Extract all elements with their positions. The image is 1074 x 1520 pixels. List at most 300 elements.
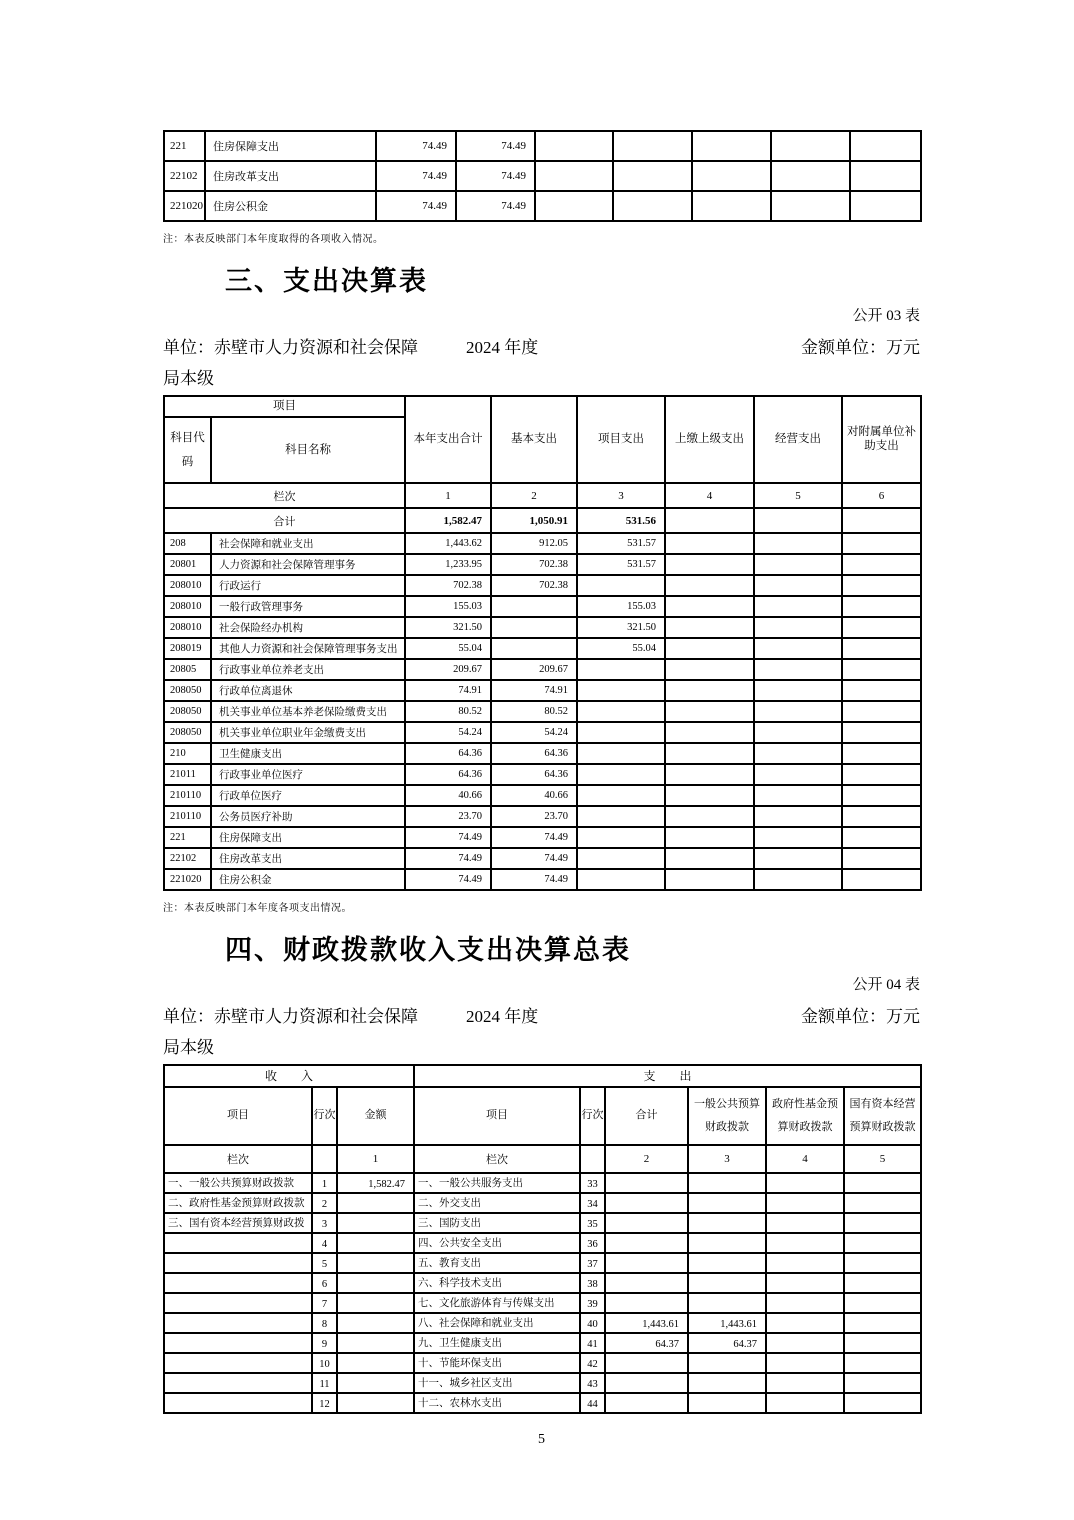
amount-cell xyxy=(754,785,842,806)
amount-cell: 74.49 xyxy=(491,869,577,890)
subject-code-cell: 208050 xyxy=(164,680,211,701)
amount-cell xyxy=(577,680,665,701)
open-table-label-03: 公开 03 表 xyxy=(852,308,920,324)
amount-cell: 54.24 xyxy=(491,722,577,743)
amount-cell: 209.67 xyxy=(405,659,491,680)
expenditure-table xyxy=(163,395,922,891)
expense-line-no-cell: 34 xyxy=(580,1193,605,1213)
subject-name-cell: 机关事业单位基本养老保险缴费支出 xyxy=(211,701,405,722)
state-capital-header: 国有资本经营预算财政拨款 xyxy=(844,1087,921,1145)
table-row xyxy=(164,1393,921,1413)
income-line-no-cell: 1 xyxy=(312,1173,337,1193)
table-row xyxy=(164,596,921,617)
amount-cell xyxy=(842,596,921,617)
header-row-project xyxy=(164,396,921,417)
amount-cell xyxy=(842,533,921,554)
unit-label-line2: 局本级 xyxy=(163,369,214,388)
amount-cell xyxy=(577,764,665,785)
col-header-project-expense: 项目支出 xyxy=(577,396,665,483)
col-header-total-expense: 本年支出合计 xyxy=(405,396,491,483)
state-capital-cell xyxy=(844,1173,921,1193)
expense-item-cell: 十一、城乡社区支出 xyxy=(414,1373,580,1393)
total-value: 531.56 xyxy=(577,508,665,533)
income-line-no-cell: 10 xyxy=(312,1353,337,1373)
amount-cell xyxy=(842,701,921,722)
amount-cell: 74.49 xyxy=(456,191,535,221)
amount-cell xyxy=(754,659,842,680)
amount-cell xyxy=(754,827,842,848)
state-capital-cell xyxy=(844,1313,921,1333)
income-table-note: 注：本表反映部门本年度取得的各项收入情况。 xyxy=(163,234,384,245)
table-row xyxy=(164,1253,921,1273)
income-line-no-cell: 8 xyxy=(312,1313,337,1333)
amount-cell xyxy=(577,575,665,596)
subject-code-cell: 221020 xyxy=(164,191,205,221)
income-item-cell xyxy=(164,1273,312,1293)
amount-cell xyxy=(754,848,842,869)
income-amount-cell xyxy=(337,1193,414,1213)
income-amount-cell: 1,582.47 xyxy=(337,1173,414,1193)
expense-item-cell: 二、外交支出 xyxy=(414,1193,580,1213)
table-row xyxy=(164,191,921,221)
amount-cell xyxy=(577,722,665,743)
amount-cell: 702.38 xyxy=(491,575,577,596)
lanci-3: 3 xyxy=(577,483,665,508)
gov-fund-cell xyxy=(766,1333,844,1353)
state-capital-cell xyxy=(844,1373,921,1393)
general-budget-cell: 1,443.61 xyxy=(688,1313,766,1333)
amount-cell: 64.36 xyxy=(491,764,577,785)
income-amount-cell xyxy=(337,1373,414,1393)
amount-cell xyxy=(613,191,692,221)
expense-item-cell: 七、文化旅游体育与传媒支出 xyxy=(414,1293,580,1313)
table-row xyxy=(164,533,921,554)
amount-cell xyxy=(850,161,921,191)
amount-cell xyxy=(771,131,850,161)
amount-cell: 74.49 xyxy=(405,869,491,890)
state-capital-cell xyxy=(844,1293,921,1313)
amount-cell: 531.57 xyxy=(577,533,665,554)
table-row xyxy=(164,764,921,785)
amount-cell: 74.91 xyxy=(491,680,577,701)
table-row xyxy=(164,1173,921,1193)
amount-cell xyxy=(842,869,921,890)
expenditure-table-note: 注：本表反映部门本年度各项支出情况。 xyxy=(163,903,352,914)
amount-cell xyxy=(665,827,754,848)
amount-cell: 702.38 xyxy=(491,554,577,575)
income-table-continuation xyxy=(163,130,922,222)
year-label: 2024 年度 xyxy=(466,1007,539,1026)
amount-cell xyxy=(771,191,850,221)
gov-fund-cell xyxy=(766,1213,844,1233)
subject-name-cell: 行政运行 xyxy=(211,575,405,596)
income-line-no-cell: 4 xyxy=(312,1233,337,1253)
expense-total-header: 合计 xyxy=(605,1087,688,1145)
table-row xyxy=(164,680,921,701)
amount-cell: 74.49 xyxy=(376,131,456,161)
total-value xyxy=(754,508,842,533)
amount-cell xyxy=(754,722,842,743)
col-header-operating-expense: 经营支出 xyxy=(754,396,842,483)
income-line-no-cell: 6 xyxy=(312,1273,337,1293)
table-row xyxy=(164,1233,921,1253)
subject-name-cell: 机关事业单位职业年金缴费支出 xyxy=(211,722,405,743)
lanci-4: 4 xyxy=(665,483,754,508)
lanci-2: 2 xyxy=(491,483,577,508)
expense-item-cell: 四、公共安全支出 xyxy=(414,1233,580,1253)
total-row xyxy=(164,508,921,533)
amount-cell xyxy=(665,554,754,575)
gov-fund-cell xyxy=(766,1293,844,1313)
amount-cell: 74.49 xyxy=(491,848,577,869)
table-row xyxy=(164,617,921,638)
amount-cell xyxy=(665,596,754,617)
total-value xyxy=(842,508,921,533)
amount-cell xyxy=(665,617,754,638)
amount-cell: 23.70 xyxy=(491,806,577,827)
table-row xyxy=(164,1353,921,1373)
lanci-label: 栏次 xyxy=(414,1145,580,1173)
amount-cell xyxy=(842,638,921,659)
amount-cell: 40.66 xyxy=(405,785,491,806)
expense-total-cell xyxy=(605,1373,688,1393)
table-row xyxy=(164,161,921,191)
expense-total-cell xyxy=(605,1253,688,1273)
amount-cell xyxy=(491,617,577,638)
amount-cell xyxy=(665,785,754,806)
subject-name-cell: 行政单位医疗 xyxy=(211,785,405,806)
subject-code-cell: 208010 xyxy=(164,596,211,617)
open-table-label-04: 公开 04 表 xyxy=(852,977,920,993)
amount-cell xyxy=(754,575,842,596)
expense-total-cell xyxy=(605,1173,688,1193)
table-row xyxy=(164,1373,921,1393)
amount-cell xyxy=(535,131,613,161)
total-value: 1,582.47 xyxy=(405,508,491,533)
income-amount-cell xyxy=(337,1253,414,1273)
subject-name-cell: 其他人力资源和社会保障管理事务支出 xyxy=(211,638,405,659)
state-capital-cell xyxy=(844,1233,921,1253)
amount-cell: 209.67 xyxy=(491,659,577,680)
amount-cell xyxy=(665,680,754,701)
income-line-no-cell: 2 xyxy=(312,1193,337,1213)
amount-cell: 1,443.62 xyxy=(405,533,491,554)
amount-cell xyxy=(613,131,692,161)
subject-code-cell: 208010 xyxy=(164,617,211,638)
section4-meta xyxy=(163,1002,920,1027)
subject-name-cell: 住房公积金 xyxy=(205,191,376,221)
state-capital-cell xyxy=(844,1273,921,1293)
state-capital-cell xyxy=(844,1393,921,1413)
general-budget-cell xyxy=(688,1353,766,1373)
amount-cell xyxy=(692,191,771,221)
expense-item-cell: 五、教育支出 xyxy=(414,1253,580,1273)
subject-code-cell: 22102 xyxy=(164,161,205,191)
income-item-cell xyxy=(164,1373,312,1393)
amount-cell xyxy=(577,848,665,869)
expense-project-header: 项目 xyxy=(414,1087,580,1145)
expense-total-cell xyxy=(605,1273,688,1293)
amount-cell xyxy=(754,701,842,722)
amount-cell xyxy=(850,131,921,161)
amount-cell xyxy=(842,806,921,827)
subject-name-cell: 人力资源和社会保障管理事务 xyxy=(211,554,405,575)
table-row xyxy=(164,1293,921,1313)
amount-cell xyxy=(754,638,842,659)
column-index-row xyxy=(164,483,921,508)
lanci-2: 2 xyxy=(605,1145,688,1173)
subject-code-cell: 208010 xyxy=(164,575,211,596)
amount-cell xyxy=(754,869,842,890)
expense-total-cell xyxy=(605,1233,688,1253)
expense-line-no-cell: 39 xyxy=(580,1293,605,1313)
subject-name-cell: 住房改革支出 xyxy=(211,848,405,869)
expense-item-cell: 十、节能环保支出 xyxy=(414,1353,580,1373)
header-row-columns xyxy=(164,1087,921,1145)
table-row xyxy=(164,131,921,161)
gov-fund-cell xyxy=(766,1393,844,1413)
income-item-cell xyxy=(164,1253,312,1273)
gov-fund-cell xyxy=(766,1253,844,1273)
amount-cell: 23.70 xyxy=(405,806,491,827)
amount-cell: 64.36 xyxy=(405,743,491,764)
amount-cell: 54.24 xyxy=(405,722,491,743)
expense-line-no-cell: 36 xyxy=(580,1233,605,1253)
income-amount-cell xyxy=(337,1313,414,1333)
amount-cell xyxy=(535,191,613,221)
fiscal-summary-table xyxy=(163,1064,922,1414)
general-budget-cell xyxy=(688,1393,766,1413)
year-label: 2024 年度 xyxy=(466,338,539,357)
table-row xyxy=(164,785,921,806)
amount-cell xyxy=(842,659,921,680)
amount-cell xyxy=(842,617,921,638)
general-budget-cell xyxy=(688,1373,766,1393)
amount-cell: 1,233.95 xyxy=(405,554,491,575)
table-row xyxy=(164,743,921,764)
gov-fund-cell xyxy=(766,1173,844,1193)
amount-cell: 155.03 xyxy=(405,596,491,617)
expense-item-cell: 三、国防支出 xyxy=(414,1213,580,1233)
table-row xyxy=(164,1213,921,1233)
income-project-header: 项目 xyxy=(164,1087,312,1145)
amount-cell xyxy=(665,638,754,659)
amount-cell xyxy=(613,161,692,191)
lanci-label: 栏次 xyxy=(164,483,405,508)
table-row xyxy=(164,869,921,890)
income-amount-header: 金额 xyxy=(337,1087,414,1145)
general-budget-cell xyxy=(688,1233,766,1253)
income-line-no-cell: 3 xyxy=(312,1213,337,1233)
state-capital-cell xyxy=(844,1353,921,1373)
total-label: 合计 xyxy=(164,508,405,533)
amount-cell xyxy=(842,575,921,596)
gov-fund-cell xyxy=(766,1373,844,1393)
expense-line-no-cell: 43 xyxy=(580,1373,605,1393)
table-row xyxy=(164,848,921,869)
expense-line-no-cell: 35 xyxy=(580,1213,605,1233)
subject-code-cell: 21011 xyxy=(164,764,211,785)
amount-cell: 64.36 xyxy=(491,743,577,764)
amount-cell: 912.05 xyxy=(491,533,577,554)
general-budget-cell xyxy=(688,1193,766,1213)
income-amount-cell xyxy=(337,1213,414,1233)
total-value xyxy=(665,508,754,533)
income-line-no-cell: 7 xyxy=(312,1293,337,1313)
subject-name-cell: 公务员医疗补助 xyxy=(211,806,405,827)
amount-cell: 80.52 xyxy=(405,701,491,722)
unit-label: 单位：赤壁市人力资源和社会保障 xyxy=(163,1007,418,1026)
table-row xyxy=(164,701,921,722)
expense-total-cell xyxy=(605,1353,688,1373)
table-row xyxy=(164,575,921,596)
amount-cell xyxy=(754,617,842,638)
amount-cell xyxy=(577,869,665,890)
amount-cell xyxy=(665,722,754,743)
amount-cell xyxy=(754,743,842,764)
amount-cell xyxy=(692,161,771,191)
subject-code-cell: 208050 xyxy=(164,701,211,722)
lanci-5: 5 xyxy=(754,483,842,508)
amount-cell: 321.50 xyxy=(577,617,665,638)
general-budget-cell xyxy=(688,1173,766,1193)
general-budget-cell xyxy=(688,1273,766,1293)
amount-cell xyxy=(665,701,754,722)
expense-line-no-cell: 44 xyxy=(580,1393,605,1413)
income-item-cell xyxy=(164,1233,312,1253)
amount-cell xyxy=(754,554,842,575)
amount-cell: 64.36 xyxy=(405,764,491,785)
income-line-no-cell: 12 xyxy=(312,1393,337,1413)
amount-cell xyxy=(577,701,665,722)
table-row xyxy=(164,827,921,848)
amount-cell: 55.04 xyxy=(405,638,491,659)
subject-code-header: 科目代码 xyxy=(164,417,211,483)
expense-line-no-cell: 33 xyxy=(580,1173,605,1193)
section3-title: 三、支出决算表 xyxy=(225,266,428,296)
subject-name-cell: 行政事业单位医疗 xyxy=(211,764,405,785)
amount-cell xyxy=(842,554,921,575)
amount-cell: 55.04 xyxy=(577,638,665,659)
subject-code-cell: 20801 xyxy=(164,554,211,575)
income-item-cell xyxy=(164,1353,312,1373)
state-capital-cell xyxy=(844,1213,921,1233)
state-capital-cell xyxy=(844,1253,921,1273)
amount-cell: 74.49 xyxy=(456,161,535,191)
amount-cell xyxy=(754,806,842,827)
amount-cell xyxy=(665,848,754,869)
gov-fund-cell xyxy=(766,1353,844,1373)
amount-cell xyxy=(577,827,665,848)
column-index-row xyxy=(164,1145,921,1173)
expense-total-cell xyxy=(605,1193,688,1213)
amount-cell xyxy=(577,743,665,764)
income-line-no-cell: 9 xyxy=(312,1333,337,1353)
lanci-5: 5 xyxy=(844,1145,921,1173)
amount-cell: 40.66 xyxy=(491,785,577,806)
amount-unit-label: 金额单位：万元 xyxy=(801,338,920,357)
amount-cell xyxy=(665,659,754,680)
expense-item-cell: 八、社会保障和就业支出 xyxy=(414,1313,580,1333)
page-number: 5 xyxy=(538,1432,545,1447)
subject-name-cell: 行政事业单位养老支出 xyxy=(211,659,405,680)
subject-code-cell: 210 xyxy=(164,743,211,764)
amount-cell: 74.49 xyxy=(405,827,491,848)
table-row xyxy=(164,1333,921,1353)
amount-cell xyxy=(692,131,771,161)
amount-cell xyxy=(842,827,921,848)
income-line-header: 行次 xyxy=(312,1087,337,1145)
expense-item-cell: 九、卫生健康支出 xyxy=(414,1333,580,1353)
unit-label: 单位：赤壁市人力资源和社会保障 xyxy=(163,338,418,357)
gov-fund-cell xyxy=(766,1273,844,1293)
amount-cell xyxy=(665,869,754,890)
amount-cell xyxy=(665,533,754,554)
lanci-blank xyxy=(312,1145,337,1173)
lanci-4: 4 xyxy=(766,1145,844,1173)
expense-item-cell: 六、科学技术支出 xyxy=(414,1273,580,1293)
general-budget-cell xyxy=(688,1213,766,1233)
general-budget-header: 一般公共预算财政拨款 xyxy=(688,1087,766,1145)
income-amount-cell xyxy=(337,1293,414,1313)
total-value: 1,050.91 xyxy=(491,508,577,533)
subject-code-cell: 208019 xyxy=(164,638,211,659)
income-item-cell xyxy=(164,1333,312,1353)
income-amount-cell xyxy=(337,1233,414,1253)
amount-cell xyxy=(842,764,921,785)
subject-name-cell: 社会保障和就业支出 xyxy=(211,533,405,554)
subject-code-cell: 20805 xyxy=(164,659,211,680)
amount-cell: 321.50 xyxy=(405,617,491,638)
income-item-cell: 二、政府性基金预算财政拨款 xyxy=(164,1193,312,1213)
lanci-label: 栏次 xyxy=(164,1145,312,1173)
subject-name-cell: 一般行政管理事务 xyxy=(211,596,405,617)
income-item-cell xyxy=(164,1313,312,1333)
unit-label-line2: 局本级 xyxy=(163,1038,214,1057)
amount-cell xyxy=(771,161,850,191)
col-header-upturn-expense: 上缴上级支出 xyxy=(665,396,754,483)
amount-cell xyxy=(842,722,921,743)
table-row xyxy=(164,554,921,575)
general-budget-cell: 64.37 xyxy=(688,1333,766,1353)
lanci-6: 6 xyxy=(842,483,921,508)
amount-cell xyxy=(491,638,577,659)
section4-title: 四、财政拨款收入支出决算总表 xyxy=(225,935,631,965)
subject-name-cell: 卫生健康支出 xyxy=(211,743,405,764)
general-budget-cell xyxy=(688,1293,766,1313)
expense-item-cell: 一、一般公共服务支出 xyxy=(414,1173,580,1193)
amount-cell: 155.03 xyxy=(577,596,665,617)
gov-fund-cell xyxy=(766,1193,844,1213)
col-header-subsidy-expense: 对附属单位补助支出 xyxy=(842,396,921,483)
amount-cell: 74.49 xyxy=(376,191,456,221)
income-line-no-cell: 5 xyxy=(312,1253,337,1273)
project-header: 项目 xyxy=(164,396,405,417)
income-amount-cell xyxy=(337,1353,414,1373)
expense-group-header: 支 出 xyxy=(414,1065,921,1087)
subject-code-cell: 208050 xyxy=(164,722,211,743)
income-item-cell xyxy=(164,1293,312,1313)
amount-cell xyxy=(754,596,842,617)
expense-line-no-cell: 37 xyxy=(580,1253,605,1273)
amount-cell xyxy=(842,785,921,806)
lanci-blank xyxy=(580,1145,605,1173)
income-item-cell xyxy=(164,1393,312,1413)
income-item-cell: 一、一般公共预算财政拨款 xyxy=(164,1173,312,1193)
col-header-basic-expense: 基本支出 xyxy=(491,396,577,483)
amount-cell: 74.49 xyxy=(456,131,535,161)
subject-code-cell: 221 xyxy=(164,827,211,848)
